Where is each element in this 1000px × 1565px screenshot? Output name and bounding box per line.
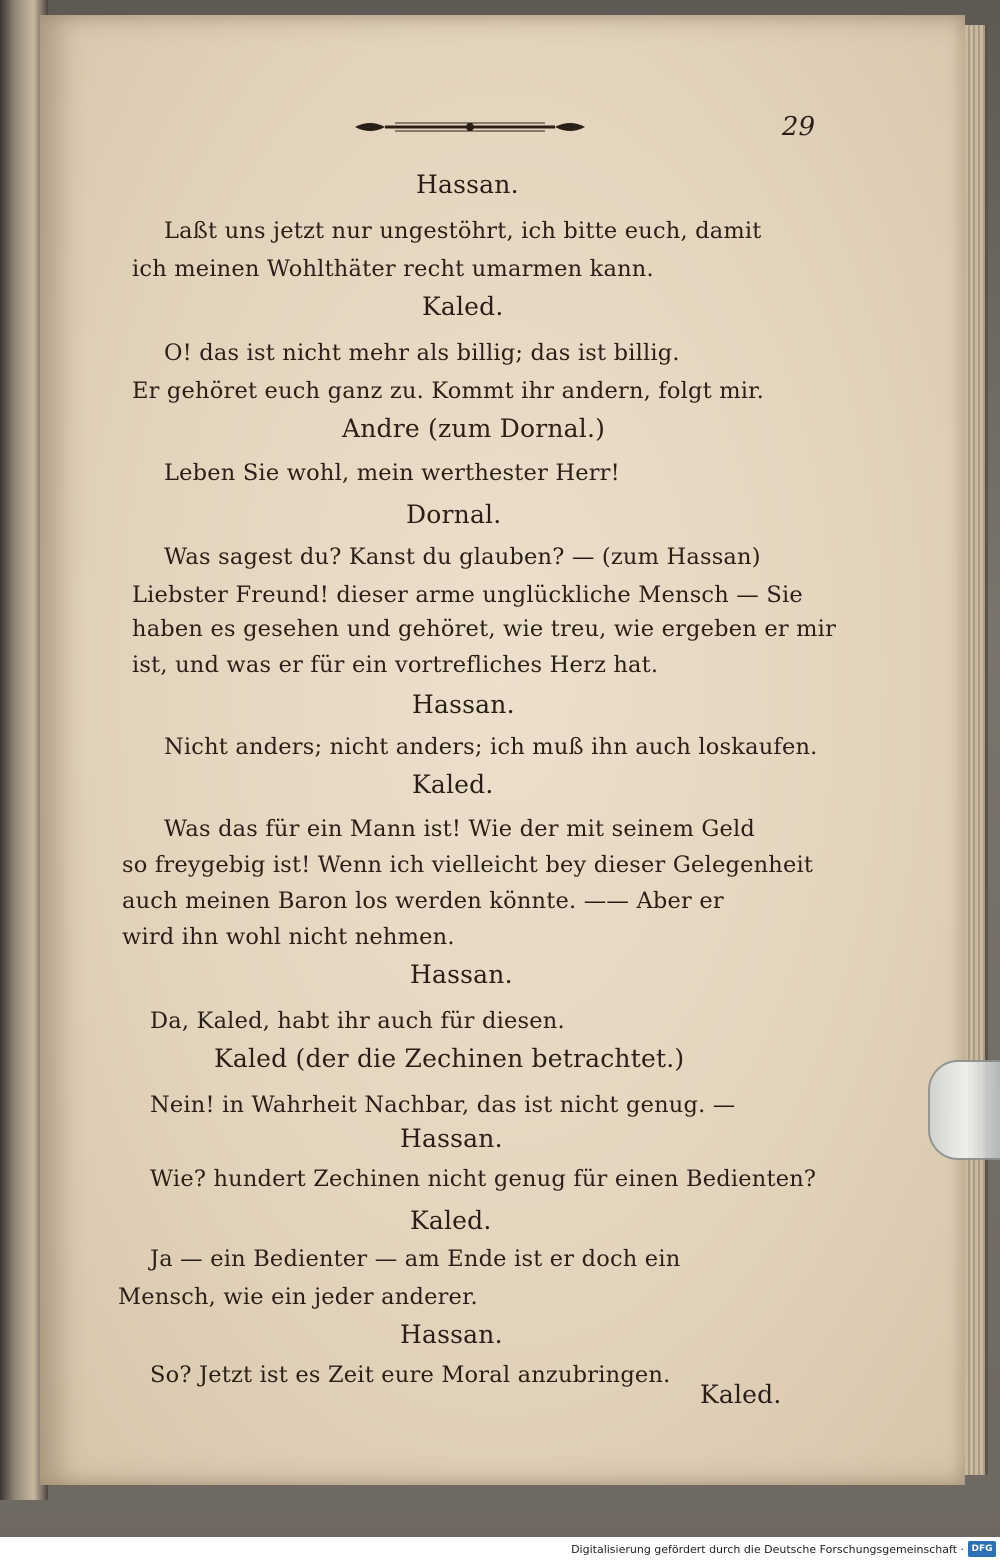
dfg-logo: DFG <box>968 1541 996 1557</box>
speaker-name: Hassan. <box>410 960 513 989</box>
text-line: So? Jetzt ist es Zeit eure Moral anzubringen. <box>150 1362 671 1388</box>
text-line: Wie? hundert Zechinen nicht genug für einen Bedienten? <box>150 1166 817 1192</box>
text-line: Was das für ein Mann ist! Wie der mit seinem Geld <box>164 816 756 842</box>
text-line: Nein! in Wahrheit Nachbar, das ist nicht genug. — <box>150 1092 736 1118</box>
text-line: so freygebig ist! Wenn ich vielleicht bey dieser Gelegenheit <box>122 852 814 878</box>
speaker-name: Andre (zum Dornal.) <box>342 414 606 443</box>
speaker-name: Kaled. <box>422 292 504 321</box>
speaker-name: Hassan. <box>400 1320 503 1349</box>
speaker-name: Hassan. <box>400 1124 503 1153</box>
speaker-name: Hassan. <box>412 690 515 719</box>
page-number: 29 <box>781 112 815 142</box>
text-line: Liebster Freund! dieser arme unglückliche Mensch — Sie <box>132 582 803 608</box>
text-line: Ja — ein Bedienter — am Ende ist er doch ein <box>150 1246 681 1272</box>
text-line: Laßt uns jetzt nur ungestöhrt, ich bitte euch, damit <box>164 218 762 244</box>
catchword: Kaled. <box>700 1380 782 1409</box>
text-line: O! das ist nicht mehr als billig; das ist billig. <box>164 340 680 366</box>
text-line: Was sagest du? Kanst du glauben? — (zum Hassan) <box>164 544 761 570</box>
speaker-name: Dornal. <box>406 500 502 529</box>
speaker-name: Kaled (der die Zechinen betrachtet.) <box>214 1044 685 1073</box>
text-line: Mensch, wie ein jeder anderer. <box>118 1284 478 1310</box>
text-line: wird ihn wohl nicht nehmen. <box>122 924 455 950</box>
ornament-divider-icon <box>350 116 590 138</box>
speaker-name: Hassan. <box>416 170 519 199</box>
text-line: auch meinen Baron los werden könnte. —— Aber er <box>122 888 724 914</box>
text-line: Da, Kaled, habt ihr auch für diesen. <box>150 1008 565 1034</box>
text-line: haben es gesehen und gehöret, wie treu, wie ergeben er mir <box>132 616 837 642</box>
funding-credit: Digitalisierung gefördert durch die Deutsche Forschungsgemeinschaft · <box>571 1543 964 1556</box>
text-line: ich meinen Wohlthäter recht umarmen kann. <box>132 256 654 282</box>
text-line: Er gehöret euch ganz zu. Kommt ihr andern, folgt mir. <box>132 378 764 404</box>
text-line: Leben Sie wohl, mein werthester Herr! <box>164 460 620 486</box>
text-line: ist, und was er für ein vortrefliches Herz hat. <box>132 652 659 678</box>
speaker-name: Kaled. <box>412 770 494 799</box>
speaker-name: Kaled. <box>410 1206 492 1235</box>
text-line: Nicht anders; nicht anders; ich muß ihn auch loskaufen. <box>164 734 818 760</box>
